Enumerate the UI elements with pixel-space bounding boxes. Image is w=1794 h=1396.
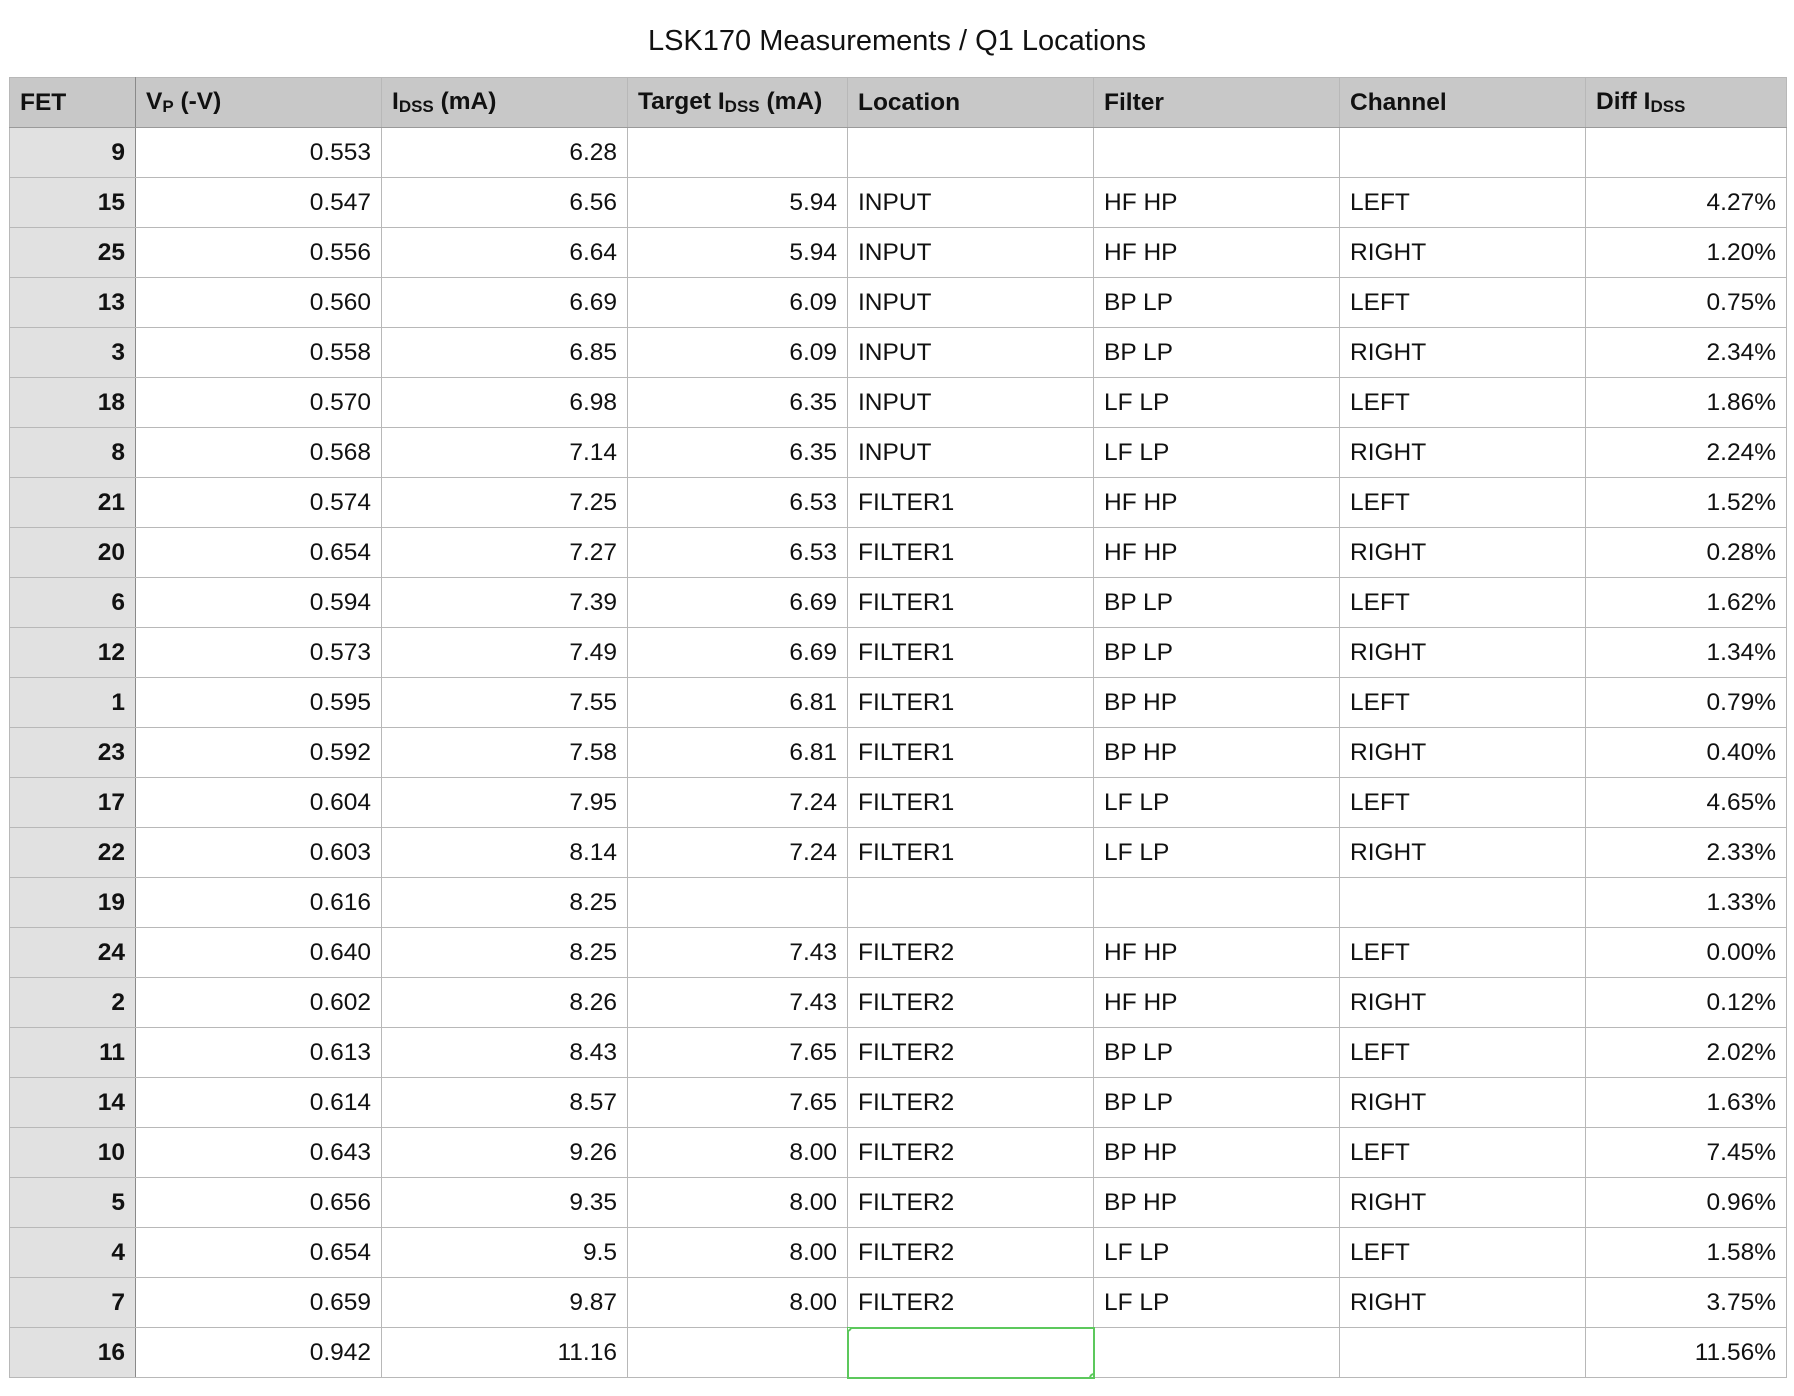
cell-filter[interactable]: HF HP: [1094, 928, 1340, 978]
cell-fet[interactable]: 2: [10, 978, 136, 1028]
cell-fet[interactable]: 18: [10, 378, 136, 428]
cell-idss[interactable]: 7.27: [382, 528, 628, 578]
cell-diff-idss[interactable]: 7.45%: [1586, 1128, 1787, 1178]
cell-filter[interactable]: BP HP: [1094, 1178, 1340, 1228]
cell-fet[interactable]: 14: [10, 1078, 136, 1128]
table-row: [10, 328, 1787, 378]
cell-diff-idss[interactable]: 1.34%: [1586, 628, 1787, 678]
cell-fet[interactable]: 13: [10, 278, 136, 328]
cell-idss[interactable]: 8.25: [382, 878, 628, 928]
cell-idss[interactable]: 7.49: [382, 628, 628, 678]
cell-fet[interactable]: 16: [10, 1328, 136, 1378]
table-row: [10, 1328, 1787, 1378]
header-channel[interactable]: [1340, 78, 1586, 128]
cell-fet[interactable]: 21: [10, 478, 136, 528]
table-row: [10, 1028, 1787, 1078]
header-diff-idss[interactable]: [1586, 78, 1787, 128]
cell-idss[interactable]: 8.43: [382, 1028, 628, 1078]
table-row: [10, 128, 1787, 178]
cell-diff-idss[interactable]: 0.28%: [1586, 528, 1787, 578]
table-row: [10, 878, 1787, 928]
cell-filter[interactable]: BP LP: [1094, 578, 1340, 628]
table-body: [10, 128, 1787, 1378]
header-target-main: Target I: [638, 88, 725, 115]
cell-location[interactable]: INPUT: [848, 228, 1094, 278]
cell-target-idss[interactable]: 5.94: [628, 228, 848, 278]
cell-channel[interactable]: RIGHT: [1340, 1178, 1586, 1228]
cell-fet[interactable]: 10: [10, 1128, 136, 1178]
cell-vp[interactable]: 0.654: [136, 1228, 382, 1278]
cell-channel[interactable]: RIGHT: [1340, 828, 1586, 878]
cell-location[interactable]: INPUT: [848, 428, 1094, 478]
cell-filter[interactable]: HF HP: [1094, 478, 1340, 528]
cell-location[interactable]: FILTER1: [848, 678, 1094, 728]
cell-fet[interactable]: 15: [10, 178, 136, 228]
cell-channel[interactable]: LEFT: [1340, 678, 1586, 728]
cell-idss[interactable]: 7.95: [382, 778, 628, 828]
cell-fet[interactable]: 12: [10, 628, 136, 678]
cell-location[interactable]: FILTER2: [848, 1278, 1094, 1328]
cell-target-idss[interactable]: 5.94: [628, 178, 848, 228]
cell-channel[interactable]: RIGHT: [1340, 1078, 1586, 1128]
cell-fet[interactable]: 24: [10, 928, 136, 978]
cell-filter[interactable]: LF LP: [1094, 1278, 1340, 1328]
selection-handle-top-left[interactable]: [848, 1328, 853, 1333]
cell-location[interactable]: INPUT: [848, 328, 1094, 378]
cell-channel[interactable]: RIGHT: [1340, 228, 1586, 278]
cell-idss[interactable]: 7.14: [382, 428, 628, 478]
cell-fet[interactable]: 17: [10, 778, 136, 828]
cell-vp[interactable]: 0.659: [136, 1278, 382, 1328]
header-fet-label: FET: [20, 88, 67, 116]
cell-idss[interactable]: 6.85: [382, 328, 628, 378]
header-fet[interactable]: [10, 78, 136, 128]
cell-target-idss[interactable]: 8.00: [628, 1128, 848, 1178]
cell-idss[interactable]: 9.5: [382, 1228, 628, 1278]
cell-channel[interactable]: LEFT: [1340, 778, 1586, 828]
cell-channel[interactable]: LEFT: [1340, 178, 1586, 228]
table-row: [10, 1228, 1787, 1278]
cell-location[interactable]: FILTER2: [848, 1078, 1094, 1128]
table-row: [10, 728, 1787, 778]
cell-vp[interactable]: 0.560: [136, 278, 382, 328]
cell-idss[interactable]: 9.35: [382, 1178, 628, 1228]
cell-fet[interactable]: 4: [10, 1228, 136, 1278]
cell-diff-idss[interactable]: 0.79%: [1586, 678, 1787, 728]
cell-vp[interactable]: 0.603: [136, 828, 382, 878]
cell-filter[interactable]: HF HP: [1094, 178, 1340, 228]
cell-diff-idss[interactable]: 0.12%: [1586, 978, 1787, 1028]
cell-idss[interactable]: 6.56: [382, 178, 628, 228]
cell-diff-idss[interactable]: 2.33%: [1586, 828, 1787, 878]
cell-fet[interactable]: 20: [10, 528, 136, 578]
cell-filter[interactable]: BP HP: [1094, 1128, 1340, 1178]
table-row: [10, 478, 1787, 528]
cell-target-idss[interactable]: 7.65: [628, 1028, 848, 1078]
cell-idss[interactable]: 8.26: [382, 978, 628, 1028]
cell-target-idss[interactable]: 6.69: [628, 628, 848, 678]
cell-target-idss[interactable]: [628, 128, 848, 178]
table-row: [10, 928, 1787, 978]
selection-handle-bottom-right[interactable]: [1089, 1373, 1094, 1378]
cell-fet[interactable]: 22: [10, 828, 136, 878]
header-vp-unit: (-V): [173, 88, 222, 115]
cell-vp[interactable]: 0.604: [136, 778, 382, 828]
cell-filter[interactable]: HF HP: [1094, 228, 1340, 278]
cell-channel[interactable]: RIGHT: [1340, 728, 1586, 778]
cell-target-idss[interactable]: [628, 878, 848, 928]
cell-filter[interactable]: BP HP: [1094, 678, 1340, 728]
cell-target-idss[interactable]: 6.35: [628, 428, 848, 478]
cell-target-idss[interactable]: 6.53: [628, 528, 848, 578]
cell-channel[interactable]: RIGHT: [1340, 1278, 1586, 1328]
table-row: [10, 228, 1787, 278]
cell-idss[interactable]: 8.14: [382, 828, 628, 878]
header-channel-label: Channel: [1350, 88, 1447, 116]
cell-target-idss[interactable]: 8.00: [628, 1278, 848, 1328]
table-row: [10, 178, 1787, 228]
cell-vp[interactable]: 0.592: [136, 728, 382, 778]
header-location-label: Location: [858, 88, 961, 116]
table-row: [10, 678, 1787, 728]
cell-diff-idss[interactable]: 0.40%: [1586, 728, 1787, 778]
cell-vp[interactable]: 0.594: [136, 578, 382, 628]
header-row: [10, 78, 1787, 128]
table-row: [10, 1278, 1787, 1328]
cell-diff-idss[interactable]: 1.86%: [1586, 378, 1787, 428]
table-row: [10, 378, 1787, 428]
cell-filter[interactable]: [1094, 1328, 1340, 1378]
cell-idss[interactable]: 6.69: [382, 278, 628, 328]
cell-filter[interactable]: BP LP: [1094, 1078, 1340, 1128]
cell-location[interactable]: FILTER1: [848, 628, 1094, 678]
cell-fet[interactable]: 19: [10, 878, 136, 928]
cell-idss[interactable]: 8.25: [382, 928, 628, 978]
cell-location[interactable]: [848, 128, 1094, 178]
cell-fet[interactable]: 7: [10, 1278, 136, 1328]
cell-channel[interactable]: [1340, 1328, 1586, 1378]
cell-fet[interactable]: 5: [10, 1178, 136, 1228]
cell-idss[interactable]: 8.57: [382, 1078, 628, 1128]
header-location[interactable]: [848, 78, 1094, 128]
cell-channel[interactable]: LEFT: [1340, 478, 1586, 528]
cell-diff-idss[interactable]: 1.62%: [1586, 578, 1787, 628]
cell-filter[interactable]: HF HP: [1094, 978, 1340, 1028]
cell-location[interactable]: FILTER2: [848, 928, 1094, 978]
table-row: [10, 628, 1787, 678]
cell-target-idss[interactable]: 6.53: [628, 478, 848, 528]
header-vp-sub: P: [162, 97, 174, 116]
cell-target-idss[interactable]: 7.43: [628, 978, 848, 1028]
cell-filter[interactable]: [1094, 128, 1340, 178]
cell-location[interactable]: FILTER1: [848, 528, 1094, 578]
cell-vp[interactable]: 0.547: [136, 178, 382, 228]
cell-diff-idss[interactable]: 2.24%: [1586, 428, 1787, 478]
table-row: [10, 1178, 1787, 1228]
cell-target-idss[interactable]: 6.69: [628, 578, 848, 628]
measurements-table: [9, 77, 1787, 1378]
header-idss-sub: DSS: [398, 97, 434, 116]
cell-fet[interactable]: 6: [10, 578, 136, 628]
cell-diff-idss[interactable]: 0.96%: [1586, 1178, 1787, 1228]
table-row: [10, 778, 1787, 828]
cell-idss[interactable]: 7.58: [382, 728, 628, 778]
cell-vp[interactable]: 0.568: [136, 428, 382, 478]
table-row: [10, 428, 1787, 478]
cell-location[interactable]: FILTER1: [848, 828, 1094, 878]
cell-location[interactable]: FILTER1: [848, 728, 1094, 778]
cell-channel[interactable]: [1340, 878, 1586, 928]
cell-channel[interactable]: RIGHT: [1340, 328, 1586, 378]
cell-diff-idss[interactable]: 2.34%: [1586, 328, 1787, 378]
cell-filter[interactable]: BP LP: [1094, 278, 1340, 328]
cell-vp[interactable]: 0.570: [136, 378, 382, 428]
cell-diff-idss[interactable]: 2.02%: [1586, 1028, 1787, 1078]
table-row: [10, 978, 1787, 1028]
cell-filter[interactable]: HF HP: [1094, 528, 1340, 578]
cell-vp[interactable]: 0.558: [136, 328, 382, 378]
cell-diff-idss[interactable]: 3.75%: [1586, 1278, 1787, 1328]
cell-vp[interactable]: 0.553: [136, 128, 382, 178]
cell-diff-idss[interactable]: 1.52%: [1586, 478, 1787, 528]
cell-fet[interactable]: 3: [10, 328, 136, 378]
cell-channel[interactable]: LEFT: [1340, 1028, 1586, 1078]
cell-fet[interactable]: 11: [10, 1028, 136, 1078]
sheet-title: LSK170 Measurements / Q1 Locations: [647, 25, 1147, 57]
cell-diff-idss[interactable]: 1.58%: [1586, 1228, 1787, 1278]
header-idss-main: I: [392, 88, 399, 115]
header-vp[interactable]: [136, 78, 382, 128]
cell-diff-idss[interactable]: 0.00%: [1586, 928, 1787, 978]
cell-fet[interactable]: 23: [10, 728, 136, 778]
cell-diff-idss[interactable]: 4.27%: [1586, 178, 1787, 228]
cell-channel[interactable]: RIGHT: [1340, 428, 1586, 478]
cell-location[interactable]: FILTER1: [848, 478, 1094, 528]
cell-diff-idss[interactable]: 1.33%: [1586, 878, 1787, 928]
cell-idss[interactable]: 11.16: [382, 1328, 628, 1378]
cell-idss[interactable]: 7.55: [382, 678, 628, 728]
cell-idss[interactable]: 7.25: [382, 478, 628, 528]
cell-vp[interactable]: 0.602: [136, 978, 382, 1028]
cell-channel[interactable]: LEFT: [1340, 278, 1586, 328]
cell-target-idss[interactable]: 7.24: [628, 778, 848, 828]
cell-location[interactable]: FILTER2: [848, 1128, 1094, 1178]
cell-target-idss[interactable]: 6.09: [628, 328, 848, 378]
cell-filter[interactable]: BP HP: [1094, 728, 1340, 778]
cell-fet[interactable]: 8: [10, 428, 136, 478]
cell-channel[interactable]: RIGHT: [1340, 978, 1586, 1028]
cell-fet[interactable]: 9: [10, 128, 136, 178]
cell-target-idss[interactable]: 6.81: [628, 728, 848, 778]
table-row: [10, 1128, 1787, 1178]
cell-fet[interactable]: 1: [10, 678, 136, 728]
cell-idss[interactable]: 7.39: [382, 578, 628, 628]
cell-target-idss[interactable]: [628, 1328, 848, 1378]
cell-location[interactable]: INPUT: [848, 378, 1094, 428]
cell-filter[interactable]: LF LP: [1094, 378, 1340, 428]
cell-idss[interactable]: 9.87: [382, 1278, 628, 1328]
header-idss-unit: (mA): [433, 88, 497, 115]
table-row: [10, 828, 1787, 878]
cell-idss[interactable]: 9.26: [382, 1128, 628, 1178]
cell-filter[interactable]: BP LP: [1094, 328, 1340, 378]
header-filter[interactable]: [1094, 78, 1340, 128]
cell-vp[interactable]: 0.643: [136, 1128, 382, 1178]
cell-diff-idss[interactable]: 1.63%: [1586, 1078, 1787, 1128]
cell-location[interactable]: FILTER2: [848, 1228, 1094, 1278]
cell-diff-idss[interactable]: 4.65%: [1586, 778, 1787, 828]
cell-vp[interactable]: 0.640: [136, 928, 382, 978]
cell-channel[interactable]: LEFT: [1340, 1228, 1586, 1278]
cell-target-idss[interactable]: 7.65: [628, 1078, 848, 1128]
cell-vp[interactable]: 0.614: [136, 1078, 382, 1128]
header-filter-label: Filter: [1104, 88, 1164, 116]
cell-target-idss[interactable]: 7.43: [628, 928, 848, 978]
cell-diff-idss[interactable]: 1.20%: [1586, 228, 1787, 278]
cell-location[interactable]: FILTER1: [848, 578, 1094, 628]
header-target-sub: DSS: [724, 97, 760, 116]
cell-vp[interactable]: 0.573: [136, 628, 382, 678]
header-vp-main: V: [146, 88, 163, 115]
cell-target-idss[interactable]: 8.00: [628, 1178, 848, 1228]
cell-filter[interactable]: LF LP: [1094, 778, 1340, 828]
cell-channel[interactable]: RIGHT: [1340, 628, 1586, 678]
cell-location[interactable]: INPUT: [848, 178, 1094, 228]
cell-filter[interactable]: [1094, 878, 1340, 928]
cell-channel[interactable]: RIGHT: [1340, 528, 1586, 578]
cell-filter[interactable]: BP LP: [1094, 628, 1340, 678]
cell-idss[interactable]: 6.98: [382, 378, 628, 428]
cell-filter[interactable]: LF LP: [1094, 1228, 1340, 1278]
header-target-idss[interactable]: [628, 78, 848, 128]
header-target-unit: (mA): [759, 88, 823, 115]
cell-vp[interactable]: 0.595: [136, 678, 382, 728]
table-row: [10, 578, 1787, 628]
cell-target-idss[interactable]: 6.81: [628, 678, 848, 728]
cell-location[interactable]: FILTER1: [848, 778, 1094, 828]
header-idss[interactable]: [382, 78, 628, 128]
table-row: [10, 278, 1787, 328]
cell-channel[interactable]: LEFT: [1340, 378, 1586, 428]
cell-channel[interactable]: LEFT: [1340, 1128, 1586, 1178]
cell-diff-idss[interactable]: 11.56%: [1586, 1328, 1787, 1378]
header-diff-main: Diff I: [1596, 88, 1651, 115]
cell-diff-idss[interactable]: 0.75%: [1586, 278, 1787, 328]
cell-location[interactable]: FILTER2: [848, 978, 1094, 1028]
cell-location[interactable]: FILTER2: [848, 1178, 1094, 1228]
cell-target-idss[interactable]: 8.00: [628, 1228, 848, 1278]
cell-vp[interactable]: 0.616: [136, 878, 382, 928]
cell-vp[interactable]: 0.613: [136, 1028, 382, 1078]
cell-vp[interactable]: 0.574: [136, 478, 382, 528]
cell-location[interactable]: [848, 878, 1094, 928]
cell-location[interactable]: FILTER2: [848, 1028, 1094, 1078]
cell-location[interactable]: INPUT: [848, 278, 1094, 328]
cell-filter[interactable]: LF LP: [1094, 828, 1340, 878]
table-row: [10, 528, 1787, 578]
cell-target-idss[interactable]: 6.35: [628, 378, 848, 428]
cell-location-selected[interactable]: [848, 1328, 1094, 1378]
cell-target-idss[interactable]: 6.09: [628, 278, 848, 328]
cell-idss[interactable]: 6.28: [382, 128, 628, 178]
cell-target-idss[interactable]: 7.24: [628, 828, 848, 878]
cell-filter[interactable]: LF LP: [1094, 428, 1340, 478]
cell-channel[interactable]: [1340, 128, 1586, 178]
table-row: [10, 1078, 1787, 1128]
cell-vp[interactable]: 0.654: [136, 528, 382, 578]
cell-vp[interactable]: 0.656: [136, 1178, 382, 1228]
cell-idss[interactable]: 6.64: [382, 228, 628, 278]
cell-channel[interactable]: LEFT: [1340, 578, 1586, 628]
cell-vp[interactable]: 0.556: [136, 228, 382, 278]
cell-vp[interactable]: 0.942: [136, 1328, 382, 1378]
cell-channel[interactable]: LEFT: [1340, 928, 1586, 978]
cell-filter[interactable]: BP LP: [1094, 1028, 1340, 1078]
cell-diff-idss[interactable]: [1586, 128, 1787, 178]
header-diff-sub: DSS: [1650, 97, 1686, 116]
cell-fet[interactable]: 25: [10, 228, 136, 278]
